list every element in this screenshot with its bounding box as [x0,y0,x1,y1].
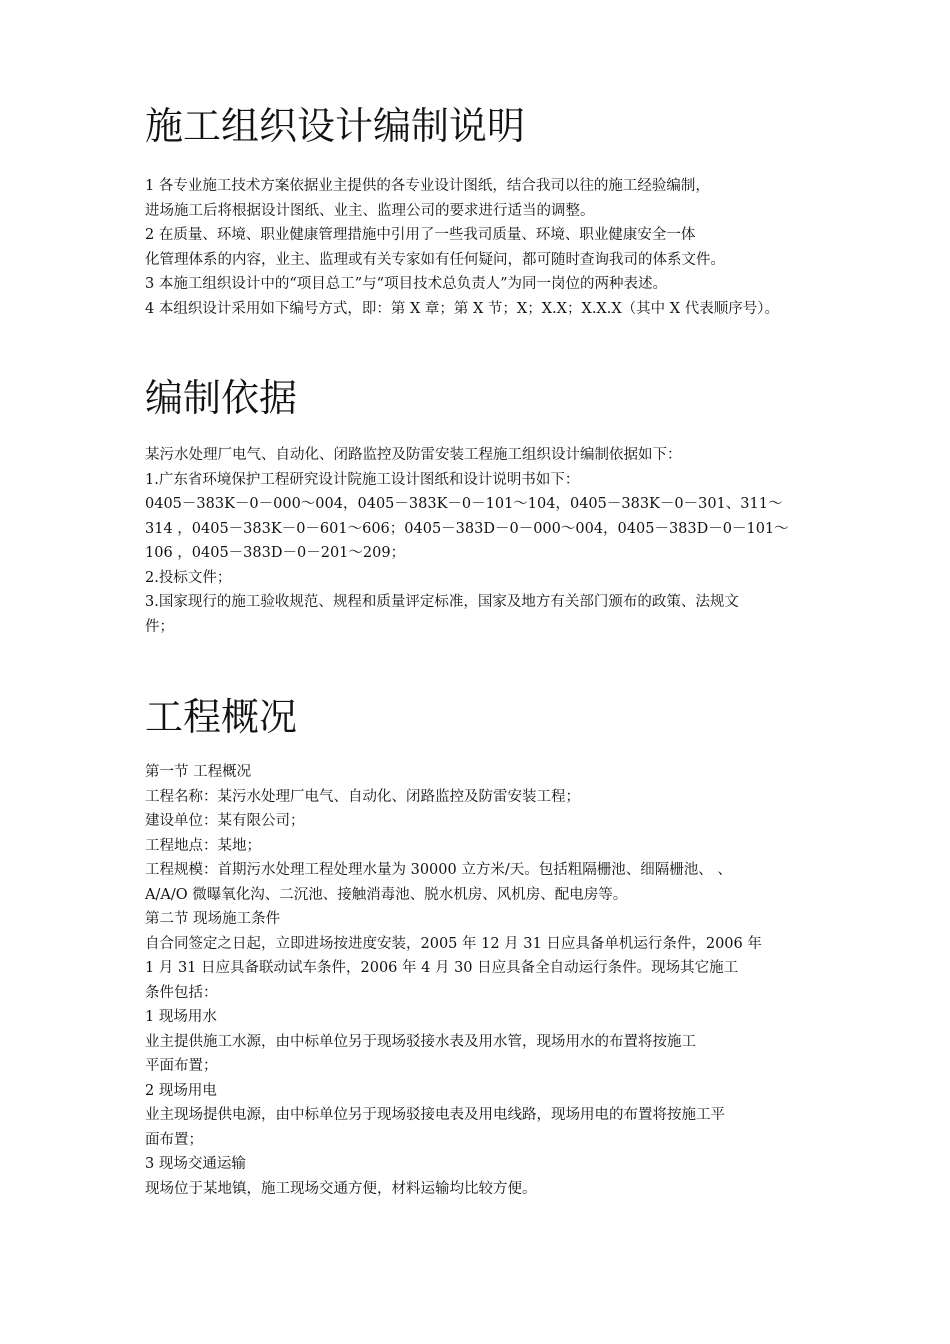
paragraph-line: 现场位于某地镇，施工现场交通方便，材料运输均比较方便。 [145,1180,537,1197]
paragraph-line: 平面布置； [145,1058,218,1074]
paragraph-line: 1.广东省环境保护工程研究设计院施工设计图纸和设计说明书如下： [145,471,580,488]
section-body-project-overview [145,760,762,1201]
paragraph-line: 4 本组织设计采用如下编号方式，即：第 X 章；第 X 节；X；X.X；X.X.X（其中 X 代表顺序号）。 [145,300,779,317]
section-title-project-overview: 工程概况 [145,695,298,739]
paragraph-line: 2.投标文件； [145,569,232,586]
paragraph-line: 建设单位：某有限公司； [145,813,305,829]
paragraph-line: 3 本施工组织设计中的“项目总工”与“项目技术总负责人”为同一岗位的两种表述。 [145,276,667,292]
paragraph-line: 进场施工后将根据设计图纸、业主、监理公司的要求进行适当的调整。 [145,202,595,219]
paragraph-line: 0405－383K－0－000～004，0405－383K－0－101～104，0405－383K－0－301、311～ [145,496,783,512]
paragraph-line: 3 现场交通运输 [145,1156,246,1172]
section-body-compilation-notes [145,174,779,321]
paragraph-line: 件； [145,618,174,635]
section-body-compilation-basis [145,443,789,639]
paragraph-line: 工程名称：某污水处理厂电气、自动化、闭路监控及防雷安装工程； [145,788,580,805]
paragraph-line: 1 现场用水 [145,1009,217,1025]
paragraph-line: 某污水处理厂电气、自动化、闭路监控及防雷安装工程施工组织设计编制依据如下： [145,447,682,463]
paragraph-line: 1 月 31 日应具备联动试车条件，2006 年 4 月 30 日应具备全自动运行条件。现场其它施工 [145,960,739,976]
paragraph-line: 条件包括： [145,984,218,1001]
paragraph-line: 第二节 现场施工条件 [145,911,281,927]
paragraph-line: 化管理体系的内容，业主、监理或有关专家如有任何疑问，都可随时查询我司的体系文件。 [145,251,725,268]
paragraph-line: 业主提供施工水源，由中标单位另于现场驳接水表及用水管，现场用水的布置将按施工 [145,1033,696,1050]
section-title-compilation-notes: 施工组织设计编制说明 [145,104,526,148]
paragraph-line: 工程地点：某地； [145,837,261,854]
paragraph-line: 工程规模：首期污水处理工程处理水量为 30000 立方米/天。包括粗隔栅池、细隔栅池、 、 [145,862,732,878]
paragraph-line: 2 在质量、环境、职业健康管理措施中引用了一些我司质量、环境、职业健康安全一体 [145,227,696,243]
section-title-compilation-basis: 编制依据 [145,376,298,420]
paragraph-line: A/A/O 微曝氧化沟、二沉池、接触消毒池、脱水机房、风机房、配电房等。 [145,886,628,903]
paragraph-line: 2 现场用电 [145,1082,217,1099]
paragraph-line: 1 各专业施工技术方案依据业主提供的各专业设计图纸，结合我司以往的施工经验编制， [145,178,710,194]
paragraph-line: 3.国家现行的施工验收规范、规程和质量评定标准，国家及地方有关部门颁布的政策、法规文 [145,594,739,610]
paragraph-line: 面布置； [145,1131,203,1148]
paragraph-line: 106 ，0405－383D－0－201～209； [145,545,406,561]
paragraph-line: 第一节 工程概况 [145,764,252,780]
paragraph-line: 自合同签定之日起，立即进场按进度安装，2005 年 12 月 31 日应具备单机运行条件，2006 年 [145,935,762,952]
paragraph-line: 314 ，0405－383K－0－601～606；0405－383D－0－000～004，0405－383D－0－101～ [145,520,789,537]
paragraph-line: 业主现场提供电源，由中标单位另于现场驳接电表及用电线路，现场用电的布置将按施工平 [145,1107,725,1123]
